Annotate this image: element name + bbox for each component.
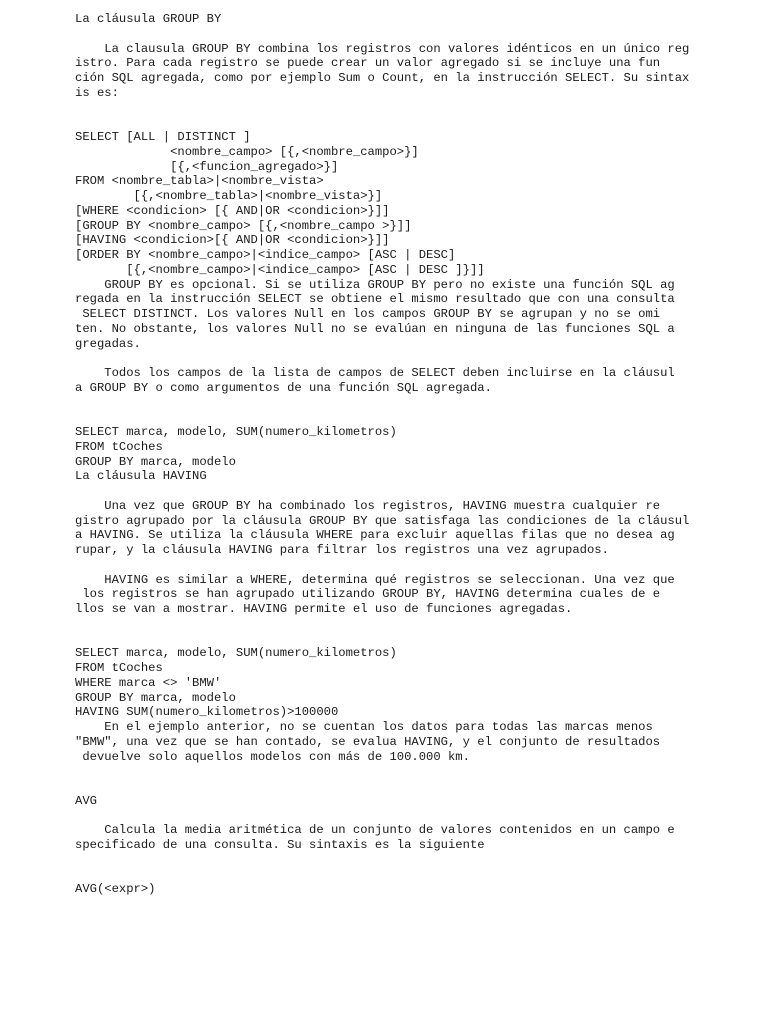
- text-line: a HAVING. Se utiliza la cláusula WHERE para excluir aquellas filas que no desea ag: [75, 528, 675, 543]
- text-line: La cláusula GROUP BY: [75, 12, 222, 26]
- text-line: En el ejemplo anterior, no se cuentan los datos para todas las marcas menos: [75, 720, 653, 734]
- text-line: regada en la instrucción SELECT se obtiene el mismo resultado que con una consulta: [75, 292, 675, 307]
- text-line: FROM <nombre_tabla>|<nombre_vista>: [75, 174, 324, 189]
- text-line: AVG(<expr>): [75, 882, 156, 897]
- text-line: [{,<nombre_campo>|<indice_campo> [ASC | DESC ]}]]: [75, 262, 485, 277]
- text-line: SELECT marca, modelo, SUM(numero_kilometros): [75, 425, 397, 439]
- text-line: [75, 484, 755, 499]
- text-line: Calcula la media aritmética de un conjunto de valores contenidos en un campo e: [75, 823, 675, 838]
- text-line: SELECT DISTINCT. Los valores Null en los campos GROUP BY se agrupan y no se omi: [75, 307, 661, 321]
- text-line: [75, 410, 755, 425]
- text-line: [75, 396, 755, 411]
- text-line: Todos los campos de la lista de campos de SELECT deben incluirse en la cláusul: [75, 366, 675, 380]
- text-line: [75, 779, 755, 794]
- text-line: gregadas.: [75, 336, 141, 351]
- text-line: [75, 809, 755, 824]
- text-line: FROM tCoches: [75, 439, 163, 454]
- text-line: AVG: [75, 793, 97, 808]
- text-line: [{,<nombre_tabla>|<nombre_vista>}]: [75, 189, 383, 203]
- text-line: [75, 101, 755, 116]
- text-line: SELECT [ALL | DISTINCT ]: [75, 130, 251, 144]
- text-line: GROUP BY marca, modelo: [75, 690, 236, 705]
- text-line: [75, 27, 755, 42]
- text-line: los registros se han agrupado utilizando GROUP BY, HAVING determina cuales de e: [75, 587, 661, 602]
- text-line: <nombre_campo> [{,<nombre_campo>}]: [75, 144, 419, 159]
- text-line: specificado de una consulta. Su sintaxis es la siguiente: [75, 838, 485, 852]
- text-line: GROUP BY es opcional. Si se utiliza GROUP BY pero no existe una función SQL ag: [75, 277, 675, 292]
- text-line: a GROUP BY o como argumentos de una función SQL agregada.: [75, 380, 492, 395]
- text-line: [GROUP BY <nombre_campo> [{,<nombre_campo >}]]: [75, 218, 412, 233]
- text-line: is es:: [75, 85, 119, 100]
- text-line: istro. Para cada registro se puede crear un valor agregado si se incluye una fun: [75, 56, 661, 71]
- text-line: [ORDER BY <nombre_campo>|<indice_campo> [ASC | DESC]: [75, 248, 456, 262]
- text-line: Una vez que GROUP BY ha combinado los registros, HAVING muestra cualquier re: [75, 498, 661, 513]
- document-text: [75, 12, 755, 897]
- text-line: [75, 632, 755, 647]
- text-line: GROUP BY marca, modelo: [75, 454, 236, 469]
- text-line: [75, 558, 755, 573]
- text-line: [WHERE <condicion> [{ AND|OR <condicion>}]]: [75, 203, 390, 218]
- text-line: [75, 351, 755, 366]
- text-line: gistro agrupado por la cláusula GROUP BY que satisfaga las condiciones de la cláusul: [75, 513, 690, 528]
- text-line: [75, 764, 755, 779]
- text-line: ten. No obstante, los valores Null no se evalúan en ninguna de las funciones SQL a: [75, 321, 675, 336]
- text-line: La cláusula HAVING: [75, 469, 207, 484]
- text-line: [75, 617, 755, 632]
- text-line: FROM tCoches: [75, 661, 163, 675]
- text-line: llos se van a mostrar. HAVING permite el uso de funciones agregadas.: [75, 602, 573, 616]
- text-line: La clausula GROUP BY combina los registros con valores idénticos en un único reg: [75, 41, 690, 56]
- text-line: SELECT marca, modelo, SUM(numero_kilometros): [75, 646, 397, 661]
- text-line: devuelve solo aquellos modelos con más de 100.000 km.: [75, 749, 470, 764]
- text-line: HAVING es similar a WHERE, determina qué registros se seleccionan. Una vez que: [75, 572, 675, 587]
- text-line: [75, 868, 755, 883]
- text-line: [{,<funcion_agregado>}]: [75, 159, 339, 174]
- text-line: WHERE marca <> 'BMW': [75, 675, 222, 690]
- text-line: "BMW", una vez que se han contado, se evalua HAVING, y el conjunto de resultados: [75, 734, 661, 749]
- text-line: [75, 115, 755, 130]
- text-line: [HAVING <condicion>[{ AND|OR <condicion>}]]: [75, 233, 390, 248]
- text-line: ción SQL agregada, como por ejemplo Sum o Count, en la instrucción SELECT. Su sintax: [75, 71, 690, 85]
- text-line: rupar, y la cláusula HAVING para filtrar los registros una vez agrupados.: [75, 543, 609, 557]
- text-line: HAVING SUM(numero_kilometros)>100000: [75, 705, 339, 720]
- text-line: [75, 853, 755, 868]
